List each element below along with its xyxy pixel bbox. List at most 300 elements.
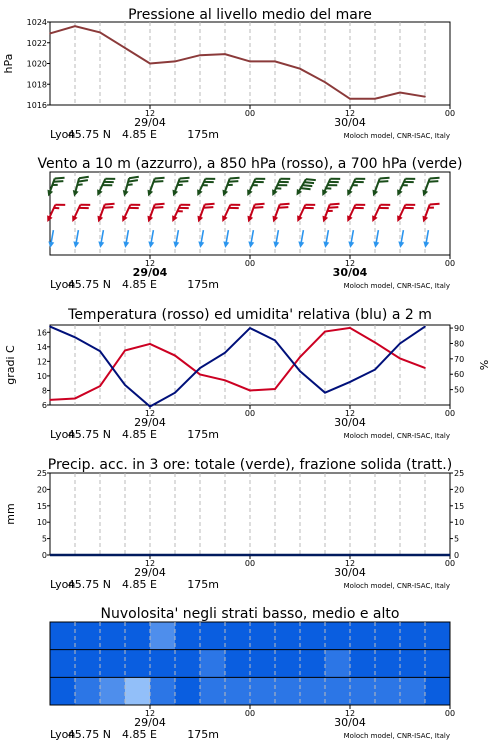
wind-arrowhead xyxy=(220,190,228,198)
temperature-line-point xyxy=(424,367,426,369)
pressure-line-point xyxy=(374,98,376,100)
date-label: 30/04 xyxy=(334,566,366,579)
cloud-cell xyxy=(200,677,226,705)
cloud-cell xyxy=(50,650,76,678)
wind-arrowhead xyxy=(195,189,203,197)
humidity-line-point xyxy=(124,384,126,386)
plot-frame xyxy=(50,473,450,555)
wind-shaft xyxy=(126,230,128,244)
date-label: 30/04 xyxy=(334,116,366,129)
x-tick-label: 00 xyxy=(244,709,256,718)
y-tick-label: 1024 xyxy=(26,18,47,27)
y-tick-label: 50 xyxy=(454,385,465,395)
x-tick-label: 12 xyxy=(144,409,156,418)
wind-barb xyxy=(270,200,289,226)
wind-arrowhead xyxy=(247,241,254,248)
cloud-cell xyxy=(225,677,251,705)
wind-arrowhead xyxy=(370,215,378,223)
humidity-line-point xyxy=(174,392,176,394)
pressure-line-point xyxy=(174,61,176,63)
x-tick-label: 12 xyxy=(144,259,156,268)
wind-barb xyxy=(121,174,139,199)
pressure-line-point xyxy=(274,61,276,63)
x-tick-label: 00 xyxy=(444,259,456,268)
x-tick-label: 12 xyxy=(144,709,156,718)
wind-barb xyxy=(70,200,91,226)
location-name: Lyon xyxy=(50,578,76,591)
wind-barb xyxy=(72,230,81,249)
date-label: 29/04 xyxy=(134,116,166,129)
wind-shaft xyxy=(426,230,428,244)
wind-barb xyxy=(247,230,256,249)
cloud-cell xyxy=(325,622,351,650)
location-lon: 4.85 E xyxy=(122,278,157,291)
wind-arrowhead xyxy=(122,241,129,248)
pressure-line-point xyxy=(149,63,151,65)
wind-barb xyxy=(197,230,206,249)
location-name: Lyon xyxy=(50,128,76,141)
chart-title: Vento a 10 m (azzurro), a 850 hPa (rosso), a 700 hPa (verde) xyxy=(37,156,463,172)
x-tick-label: 00 xyxy=(244,109,256,118)
wind-arrowhead xyxy=(245,189,253,197)
cloud-cell xyxy=(50,622,76,650)
location-alt: 175m xyxy=(187,278,219,291)
pressure-line-point xyxy=(299,68,301,70)
date-label: 29/04 xyxy=(134,566,166,579)
cloud-cell xyxy=(325,677,351,705)
pressure-line-point xyxy=(224,53,226,55)
wind-arrowhead xyxy=(270,189,278,197)
wind-barb xyxy=(295,200,316,226)
wind-barb xyxy=(370,200,391,226)
wind-arrowhead xyxy=(395,189,403,197)
wind-arrowhead xyxy=(372,241,379,248)
cloud-cell xyxy=(250,622,276,650)
cloud-cell xyxy=(175,677,201,705)
cloud-cell xyxy=(425,622,451,650)
model-credit: Moloch model, CNR-ISAC, Italy xyxy=(343,282,450,290)
cloud-cell xyxy=(250,650,276,678)
humidity-line-point xyxy=(49,326,51,328)
humidity-line-point xyxy=(74,337,76,339)
y-tick-label-right: 10 xyxy=(454,518,465,528)
wind-barb xyxy=(145,200,164,226)
cloud-cell xyxy=(400,677,426,705)
wind-arrowhead xyxy=(120,215,128,223)
wind-arrowhead xyxy=(420,190,428,198)
y-axis-label: hPa xyxy=(2,53,15,74)
wind-arrowhead xyxy=(295,215,303,223)
x-tick-label: 00 xyxy=(444,709,456,718)
wind-barb xyxy=(395,200,416,226)
wind-arrowhead xyxy=(195,216,203,224)
wind-arrowhead xyxy=(170,215,178,223)
cloud-cell xyxy=(150,622,176,650)
wind-barb xyxy=(47,230,56,249)
cloud-cell xyxy=(275,622,301,650)
wind-barb xyxy=(45,200,66,226)
location-alt: 175m xyxy=(187,578,219,591)
y-tick-label: 5 xyxy=(41,534,47,544)
location-lat: 45.75 N xyxy=(67,278,111,291)
wind-arrowhead xyxy=(72,241,79,248)
wind-barb xyxy=(294,174,316,200)
wind-barb xyxy=(170,200,191,226)
pressure-line-point xyxy=(124,47,126,49)
model-credit: Moloch model, CNR-ISAC, Italy xyxy=(343,582,450,590)
x-tick-label: 00 xyxy=(444,559,456,568)
pressure-line-point xyxy=(399,92,401,94)
y-axis-label: mm xyxy=(4,503,17,525)
cloud-cell xyxy=(200,622,226,650)
chart-title: Temperatura (rosso) ed umidita' relativa (blu) a 2 m xyxy=(68,307,432,323)
wind-arrowhead xyxy=(345,215,353,223)
y-axis-label: gradi C xyxy=(4,345,17,385)
y-tick-label: 20 xyxy=(36,485,47,495)
model-credit: Moloch model, CNR-ISAC, Italy xyxy=(343,732,450,740)
wind-arrowhead xyxy=(270,216,278,224)
cloud-cell xyxy=(375,650,401,678)
pressure-line xyxy=(50,26,425,99)
wind-arrowhead xyxy=(320,189,328,197)
cloud-cell xyxy=(175,650,201,678)
x-tick-label: 12 xyxy=(344,109,356,118)
pressure-line-point xyxy=(424,96,426,98)
humidity-line-point xyxy=(99,350,101,352)
wind-barb xyxy=(345,200,366,226)
location-name: Lyon xyxy=(50,728,76,741)
y-tick-label: 10 xyxy=(36,518,47,528)
wind-shaft xyxy=(301,230,303,244)
model-credit: Moloch model, CNR-ISAC, Italy xyxy=(343,132,450,140)
location-lon: 4.85 E xyxy=(122,578,157,591)
wind-arrowhead xyxy=(294,189,302,197)
y-tick-label-right: 0 xyxy=(454,551,460,560)
pressure-line-point xyxy=(324,81,326,83)
y-tick-label: 1016 xyxy=(26,101,47,110)
wind-shaft xyxy=(201,230,203,244)
wind-barb xyxy=(420,200,439,226)
chart-title: Nuvolosita' negli strati basso, medio e alto xyxy=(100,606,400,622)
cloud-cell xyxy=(425,650,451,678)
date-label: 29/04 xyxy=(134,716,166,729)
temperature-line-point xyxy=(299,356,301,358)
cloud-cell xyxy=(125,677,151,705)
y-tick-label: 25 xyxy=(36,469,47,478)
date-label: 30/04 xyxy=(332,266,368,279)
wind-arrowhead xyxy=(370,190,378,198)
wind-arrowhead xyxy=(97,241,104,248)
cloud-cell xyxy=(300,650,326,678)
humidity-line-point xyxy=(249,327,251,329)
cloud-cell xyxy=(100,622,126,650)
cloud-cell xyxy=(325,650,351,678)
wind-shaft xyxy=(351,230,353,244)
cloud-cell xyxy=(400,650,426,678)
location-lon: 4.85 E xyxy=(122,128,157,141)
wind-barb xyxy=(372,230,381,249)
location-lat: 45.75 N xyxy=(67,128,111,141)
wind-shaft xyxy=(76,230,78,244)
wind-barb xyxy=(95,174,116,200)
cloud-cell xyxy=(175,622,201,650)
wind-shaft xyxy=(226,230,228,244)
y-tick-label: 60 xyxy=(454,370,465,380)
wind-arrowhead xyxy=(172,241,179,248)
location-name: Lyon xyxy=(50,278,76,291)
x-tick-label: 12 xyxy=(144,109,156,118)
y-tick-label: 70 xyxy=(454,354,465,364)
wind-barb xyxy=(195,200,214,226)
cloud-cell xyxy=(350,622,376,650)
y-tick-label: 80 xyxy=(454,339,465,349)
wind-barb xyxy=(270,174,291,200)
wind-arrowhead xyxy=(45,215,53,223)
cloud-cell xyxy=(200,650,226,678)
wind-arrowhead xyxy=(420,216,428,224)
wind-arrowhead xyxy=(147,241,154,248)
wind-barb xyxy=(71,174,89,199)
cloud-cell xyxy=(100,650,126,678)
temperature-line-point xyxy=(249,390,251,392)
x-tick-label: 00 xyxy=(244,409,256,418)
wind-barb xyxy=(420,174,439,200)
wind-arrowhead xyxy=(297,241,304,248)
location-name: Lyon xyxy=(50,428,76,441)
y-tick-label: 12 xyxy=(36,357,47,367)
cloud-cell xyxy=(350,650,376,678)
wind-barb xyxy=(320,174,341,200)
temperature-line-point xyxy=(324,331,326,333)
cloud-cell xyxy=(425,677,451,705)
wind-shaft xyxy=(326,230,328,244)
wind-arrowhead xyxy=(322,241,329,248)
x-tick-label: 00 xyxy=(244,559,256,568)
temperature-line-point xyxy=(174,355,176,357)
cloud-cell xyxy=(150,650,176,678)
wind-barb xyxy=(220,200,241,226)
wind-barb xyxy=(170,174,189,200)
temperature-line-point xyxy=(124,350,126,352)
wind-shaft xyxy=(176,230,178,244)
wind-shaft xyxy=(101,230,103,244)
chart-title: Pressione al livello medio del mare xyxy=(128,7,372,23)
cloud-cell xyxy=(250,677,276,705)
temperature-line-point xyxy=(74,398,76,400)
chart-title: Precip. acc. in 3 ore: totale (verde), frazione solida (tratt.) xyxy=(47,457,453,473)
pressure-line-point xyxy=(99,32,101,34)
wind-barb xyxy=(370,174,389,200)
wind-arrowhead xyxy=(170,190,178,198)
wind-shaft xyxy=(376,230,378,244)
y-tick-label: 10 xyxy=(36,371,47,381)
wind-arrowhead xyxy=(47,241,54,248)
y-tick-label: 1018 xyxy=(26,80,47,90)
cloud-cell xyxy=(125,650,151,678)
wind-barb xyxy=(347,230,356,249)
cloud-cell xyxy=(75,650,101,678)
cloud-cell xyxy=(300,622,326,650)
wind-barb xyxy=(245,200,264,226)
wind-arrowhead xyxy=(197,241,204,248)
wind-barb xyxy=(45,174,64,200)
humidity-line-point xyxy=(424,326,426,328)
wind-shaft xyxy=(51,230,53,244)
cloud-cell xyxy=(50,677,76,705)
humidity-line-point xyxy=(274,340,276,342)
wind-barb xyxy=(397,230,406,249)
wind-arrowhead xyxy=(222,241,229,248)
wind-arrowhead xyxy=(70,215,78,223)
humidity-line-point xyxy=(149,406,151,408)
x-tick-label: 00 xyxy=(244,259,256,268)
cloud-cell xyxy=(100,677,126,705)
wind-barb xyxy=(120,200,141,226)
location-lon: 4.85 E xyxy=(122,428,157,441)
date-label: 30/04 xyxy=(334,416,366,429)
location-lat: 45.75 N xyxy=(67,728,111,741)
pressure-line-point xyxy=(49,33,51,35)
cloud-cell xyxy=(225,650,251,678)
location-alt: 175m xyxy=(187,728,219,741)
location-lon: 4.85 E xyxy=(122,728,157,741)
y-tick-label: 1022 xyxy=(26,38,47,48)
wind-barb xyxy=(220,174,239,200)
wind-arrowhead xyxy=(422,241,429,248)
wind-arrowhead xyxy=(397,241,404,248)
pressure-line-point xyxy=(249,61,251,63)
wind-arrowhead xyxy=(320,216,328,224)
cloud-cell xyxy=(125,622,151,650)
wind-arrowhead xyxy=(95,189,103,197)
humidity-line-point xyxy=(399,343,401,345)
wind-arrowhead xyxy=(347,241,354,248)
x-tick-label: 00 xyxy=(444,109,456,118)
humidity-line-point xyxy=(199,367,201,369)
humidity-line-point xyxy=(324,392,326,394)
temperature-line xyxy=(50,328,425,400)
wind-arrowhead xyxy=(95,216,103,224)
y-tick-label: 90 xyxy=(454,324,465,334)
date-label: 30/04 xyxy=(334,716,366,729)
wind-arrowhead xyxy=(245,216,253,224)
temperature-line-point xyxy=(374,342,376,344)
location-alt: 175m xyxy=(187,428,219,441)
wind-barb xyxy=(345,174,366,200)
wind-barb xyxy=(422,230,431,249)
temperature-line-point xyxy=(349,327,351,329)
humidity-line-point xyxy=(299,370,301,372)
wind-barb xyxy=(95,200,114,226)
wind-barb xyxy=(172,230,181,249)
pressure-line-point xyxy=(199,54,201,56)
wind-barb xyxy=(122,230,131,249)
x-tick-label: 12 xyxy=(344,409,356,418)
wind-barb xyxy=(145,174,164,200)
model-credit: Moloch model, CNR-ISAC, Italy xyxy=(343,432,450,440)
y-tick-label: 1020 xyxy=(26,59,47,69)
wind-barb xyxy=(195,174,216,200)
wind-arrowhead xyxy=(345,189,353,197)
cloud-cell xyxy=(375,677,401,705)
date-label: 29/04 xyxy=(134,416,166,429)
y-tick-label-right: 20 xyxy=(454,485,465,495)
cloud-cell xyxy=(400,622,426,650)
location-alt: 175m xyxy=(187,128,219,141)
cloud-cell xyxy=(350,677,376,705)
wind-shaft xyxy=(251,230,253,244)
wind-shaft xyxy=(151,230,153,244)
wind-shaft xyxy=(401,230,403,244)
y-tick-label: 14 xyxy=(36,342,47,352)
location-lat: 45.75 N xyxy=(67,428,111,441)
y-tick-label: 16 xyxy=(36,328,47,338)
wind-shaft xyxy=(276,230,278,244)
wind-barb xyxy=(297,230,306,249)
wind-barb xyxy=(395,174,416,200)
humidity-line-point xyxy=(224,352,226,354)
wind-barb xyxy=(272,230,281,249)
location-lat: 45.75 N xyxy=(67,578,111,591)
y-tick-label-right: 15 xyxy=(454,501,465,511)
cloud-cell xyxy=(75,677,101,705)
y-tick-label: 15 xyxy=(36,501,47,511)
wind-arrowhead xyxy=(145,190,153,198)
temperature-line-point xyxy=(274,388,276,390)
temperature-line-point xyxy=(399,358,401,360)
y-axis-label: % xyxy=(478,359,491,371)
x-tick-label: 00 xyxy=(444,409,456,418)
cloud-cell xyxy=(225,622,251,650)
wind-arrowhead xyxy=(395,215,403,223)
pressure-line-point xyxy=(74,25,76,27)
y-tick-label-right: 25 xyxy=(454,469,465,478)
temperature-line-point xyxy=(199,374,201,376)
wind-barb xyxy=(322,230,331,249)
x-tick-label: 12 xyxy=(344,259,356,268)
cloud-cell xyxy=(75,622,101,650)
x-tick-label: 12 xyxy=(344,559,356,568)
wind-arrowhead xyxy=(272,241,279,248)
x-tick-label: 12 xyxy=(344,709,356,718)
wind-barb xyxy=(97,230,106,249)
wind-arrowhead xyxy=(220,215,228,223)
wind-barb xyxy=(245,174,266,200)
pressure-line-point xyxy=(349,98,351,100)
temperature-line-point xyxy=(49,399,51,401)
cloud-cell xyxy=(275,650,301,678)
wind-barb xyxy=(222,230,231,249)
y-tick-label: 8 xyxy=(41,386,47,396)
cloud-cell xyxy=(375,622,401,650)
y-tick-label-right: 5 xyxy=(454,534,460,544)
cloud-cell xyxy=(275,677,301,705)
humidity-line-point xyxy=(374,369,376,371)
wind-barb-full xyxy=(430,201,440,208)
temperature-line-point xyxy=(149,343,151,345)
temperature-line-point xyxy=(224,379,226,381)
x-tick-label: 12 xyxy=(144,559,156,568)
y-tick-label: 6 xyxy=(41,401,47,410)
date-label: 29/04 xyxy=(132,266,168,279)
wind-barb xyxy=(320,200,339,226)
cloud-cell xyxy=(150,677,176,705)
y-tick-label: 0 xyxy=(41,551,47,560)
wind-arrowhead xyxy=(45,190,53,198)
cloud-cell xyxy=(300,677,326,705)
humidity-line-point xyxy=(349,381,351,383)
wind-barb xyxy=(147,230,156,249)
